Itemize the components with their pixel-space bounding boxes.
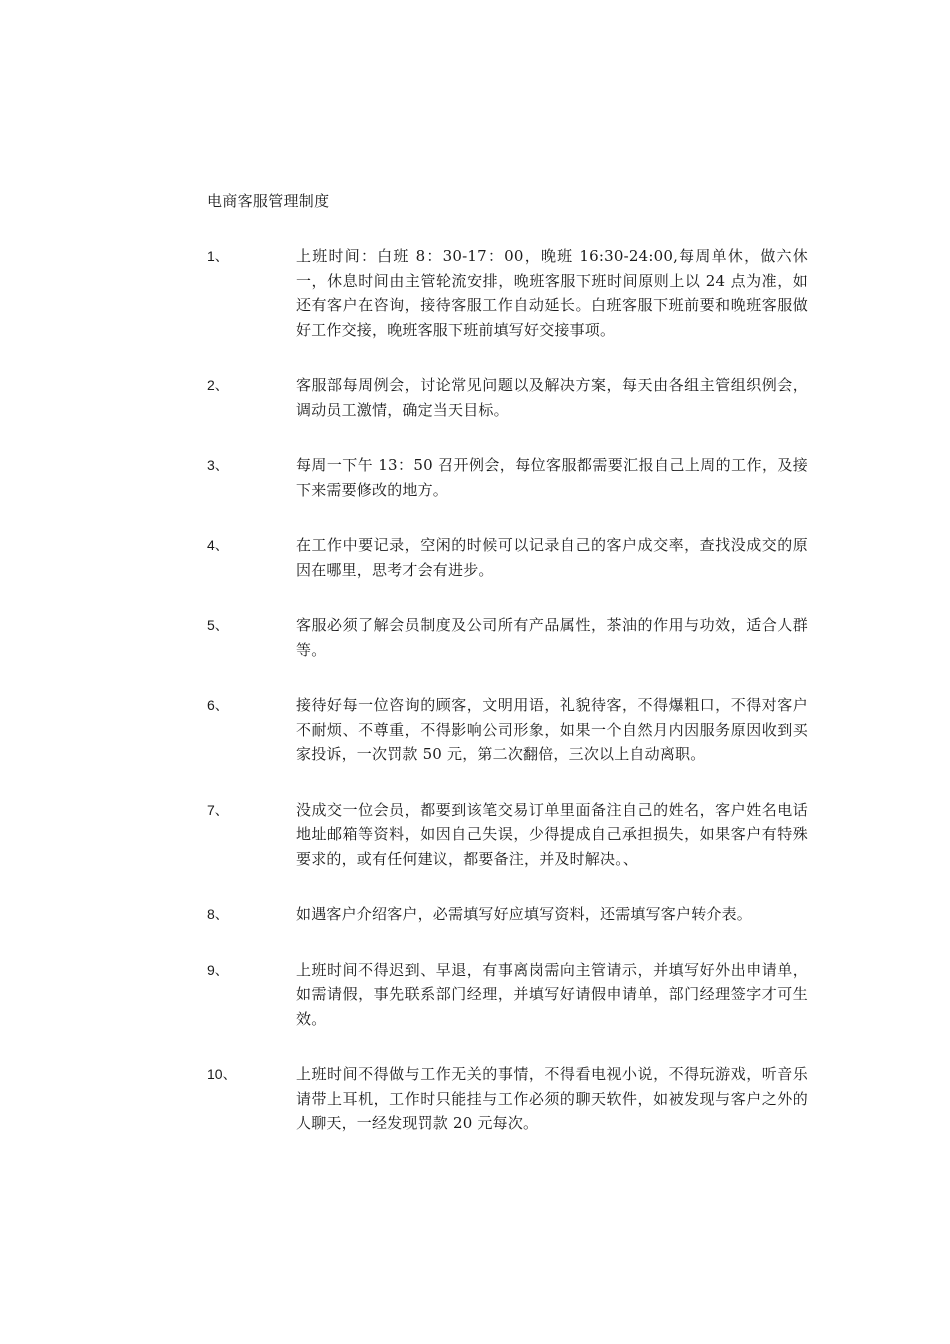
item-number: 7、 xyxy=(207,801,229,818)
item-number: 9、 xyxy=(207,961,229,978)
list-item xyxy=(207,798,807,872)
rules-list xyxy=(207,244,807,1167)
list-item xyxy=(207,244,807,342)
item-text: 客服必须了解会员制度及公司所有产品属性，茶油的作用与功效，适合人群等。 xyxy=(296,616,808,659)
item-number: 6、 xyxy=(207,697,229,713)
item-text: 每周一下午 13：50 召开例会，每位客服都需要汇报自己上周的工作，及接下来需要修改的地方。 xyxy=(296,456,808,499)
item-text: 如遇客户介绍客户，必需填写好应填写资料，还需填写客户转介表。 xyxy=(296,905,753,923)
item-text: 上班时间：白班 8：30-17：00，晚班 16:30-24:00,每周单休，做六休一，休息时间由主管轮流安排，晚班客服下班时间原则上以 24 点为准，如还有客户在咨询，接待客服工作自动延长。白班客服下班前要和晚班客服做好工作交接，晚班客服下班前填写好交接事项。 xyxy=(296,247,808,339)
item-number: 1、 xyxy=(207,248,229,264)
list-item xyxy=(207,533,807,582)
list-item xyxy=(207,1062,807,1136)
list-item xyxy=(207,373,807,422)
list-item xyxy=(207,958,807,1032)
item-text: 客服部每周例会，讨论常见问题以及解决方案，每天由各组主管组织例会，调动员工激情，确定当天目标。 xyxy=(296,376,808,419)
item-number: 2、 xyxy=(207,377,229,393)
list-item xyxy=(207,613,807,662)
item-number: 3、 xyxy=(207,457,229,473)
item-number: 10、 xyxy=(207,1066,237,1082)
document-title: 电商客服管理制度 xyxy=(207,192,330,210)
list-item xyxy=(207,902,807,927)
item-text: 上班时间不得做与工作无关的事情，不得看电视小说，不得玩游戏，听音乐请带上耳机，工作时只能挂与工作必须的聊天软件，如被发现与客户之外的人聊天，一经发现罚款 20 元每次。 xyxy=(296,1065,808,1132)
item-text: 在工作中要记录，空闲的时候可以记录自己的客户成交率，查找没成交的原因在哪里，思考才会有进步。 xyxy=(296,536,808,579)
item-text: 没成交一位会员，都要到该笔交易订单里面备注自己的姓名，客户姓名电话地址邮箱等资料，如因自己失误，少得提成自己承担损失，如果客户有特殊要求的，或有任何建议，都要备注，并及时解决。、 xyxy=(296,800,808,868)
item-number: 4、 xyxy=(207,537,229,553)
item-number: 5、 xyxy=(207,617,229,633)
list-item xyxy=(207,453,807,502)
item-text: 上班时间不得迟到、早退，有事离岗需向主管请示，并填写好外出申请单，如需请假，事先联系部门经理，并填写好请假申请单，部门经理签字才可生效。 xyxy=(296,960,808,1028)
list-item xyxy=(207,693,807,767)
item-number: 8、 xyxy=(207,906,229,922)
item-text: 接待好每一位咨询的顾客，文明用语，礼貌待客，不得爆粗口，不得对客户不耐烦、不尊重，不得影响公司形象，如果一个自然月内因服务原因收到买家投诉，一次罚款 50 元，第二次翻倍，三次以上自动离职。 xyxy=(296,696,808,763)
